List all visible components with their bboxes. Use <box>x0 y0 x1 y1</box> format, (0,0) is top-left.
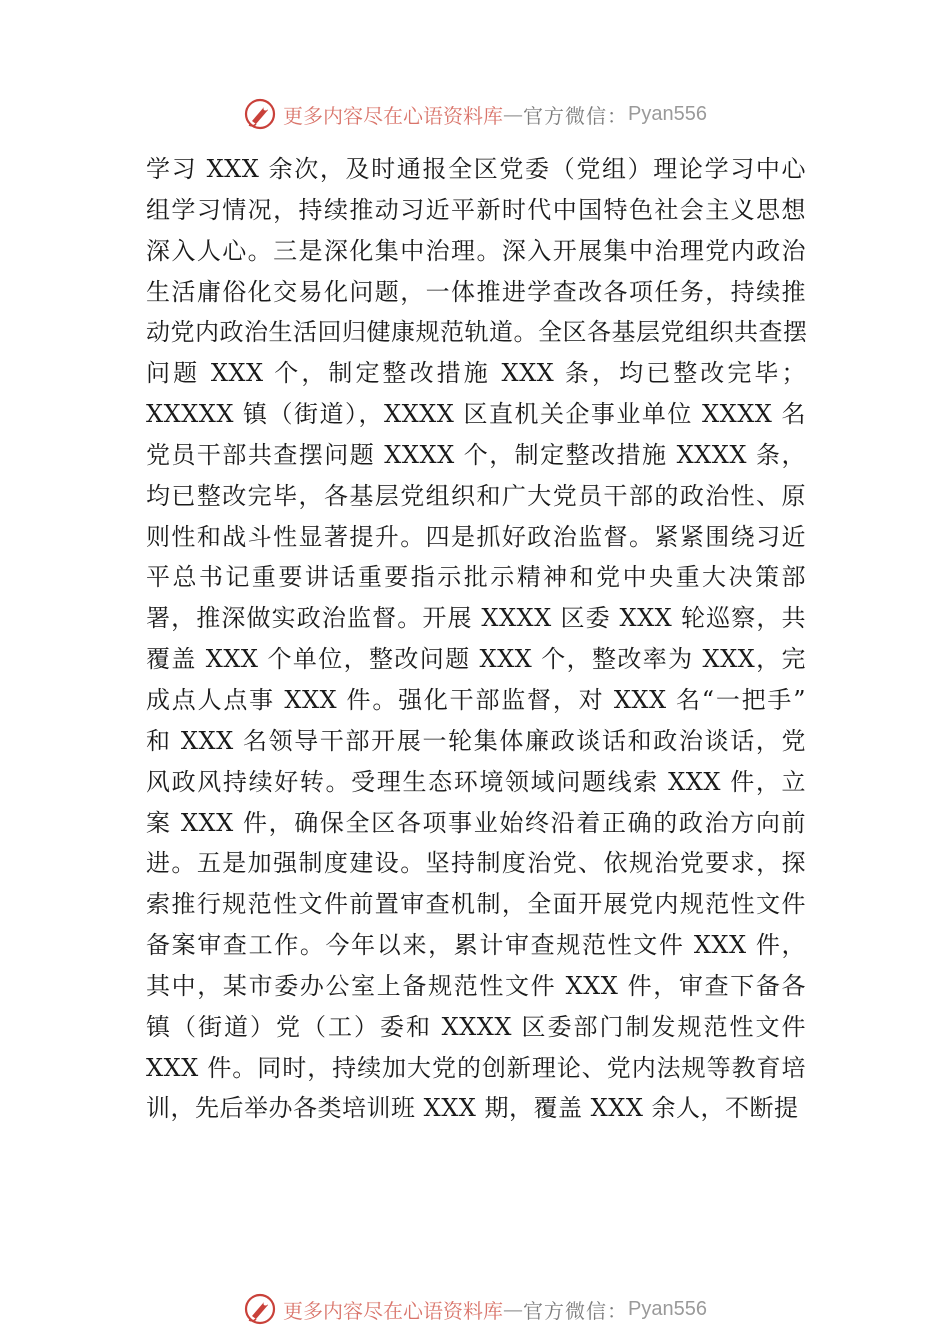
body-line: 动党内政治生活回归健康规范轨道。全区各基层党组织共查摆 <box>146 318 808 347</box>
footer-wechat-label: 官方微信： <box>523 1298 629 1323</box>
pen-nib-logo-icon <box>243 1292 277 1326</box>
header-banner <box>0 94 950 134</box>
body-line: 问题 XXX 个，制定整改措施 XXX 条，均已整改完毕； <box>146 359 806 388</box>
body-line: 组学习情况，持续推动习近平新时代中国特色社会主义思想 <box>146 195 806 224</box>
footer-banner <box>0 1289 950 1329</box>
document-body <box>146 149 806 1129</box>
pen-nib-logo-icon <box>243 97 277 131</box>
body-line: 党员干部共查摆问题 XXXX 个，制定整改措施 XXXX 条， <box>146 440 806 469</box>
body-line: 深入人心。三是深化集中治理。深入开展集中治理党内政治 <box>146 236 806 265</box>
body-line: 案 XXX 件，确保全区各项事业始终沿着正确的政治方向前 <box>146 808 806 837</box>
footer-wechat-id: Pyan556 <box>628 1297 707 1320</box>
body-line: 学习 XXX 余次，及时通报全区党委（党组）理论学习中心 <box>146 155 806 183</box>
body-line: XXXXX 镇（街道），XXXX 区直机关企事业单位 XXXX 名 <box>146 400 806 429</box>
footer-brand: 更多内容尽在心语资料库 <box>283 1298 504 1323</box>
header-wechat-id: Pyan556 <box>628 102 707 125</box>
body-line: 成点人点事 XXX 件。强化干部监督，对 XXX 名“一把手” <box>146 685 806 714</box>
header-wechat-label: 官方微信： <box>523 103 629 128</box>
body-line: 署，推深做实政治监督。开展 XXXX 区委 XXX 轮巡察，共 <box>146 604 806 633</box>
header-brand: 更多内容尽在心语资料库 <box>283 103 504 128</box>
body-line: 均已整改完毕，各基层党组织和广大党员干部的政治性、原 <box>146 481 806 510</box>
body-line: 其中，某市委办公室上备规范性文件 XXX 件，审查下备各 <box>146 971 806 1000</box>
body-line: 进。五是加强制度建设。坚持制度治党、依规治党要求，探 <box>146 849 806 878</box>
body-line: 训，先后举办各类培训班 XXX 期，覆盖 XXX 余人，不断提 <box>146 1094 799 1123</box>
body-line: 风政风持续好转。受理生态环境领域问题线索 XXX 件，立 <box>146 767 806 796</box>
header-separator: — <box>503 102 524 126</box>
body-line: 生活庸俗化交易化问题，一体推进学查改各项任务，持续推 <box>146 277 806 306</box>
body-line: 索推行规范性文件前置审查机制，全面开展党内规范性文件 <box>146 890 806 919</box>
body-line: 覆盖 XXX 个单位，整改问题 XXX 个，整改率为 XXX，完 <box>146 645 806 674</box>
body-line: 和 XXX 名领导干部开展一轮集体廉政谈话和政治谈话，党 <box>146 726 806 755</box>
body-line: XXX 件。同时，持续加大党的创新理论、党内法规等教育培 <box>146 1053 806 1082</box>
body-line: 则性和战斗性显著提升。四是抓好政治监督。紧紧围绕习近 <box>146 522 806 551</box>
body-line: 备案审查工作。今年以来，累计审查规范性文件 XXX 件， <box>146 931 806 960</box>
footer-separator: — <box>503 1297 524 1321</box>
body-line: 平总书记重要讲话重要指示批示精神和党中央重大决策部 <box>146 563 806 592</box>
body-line: 镇（街道）党（工）委和 XXXX 区委部门制发规范性文件 <box>146 1012 806 1041</box>
